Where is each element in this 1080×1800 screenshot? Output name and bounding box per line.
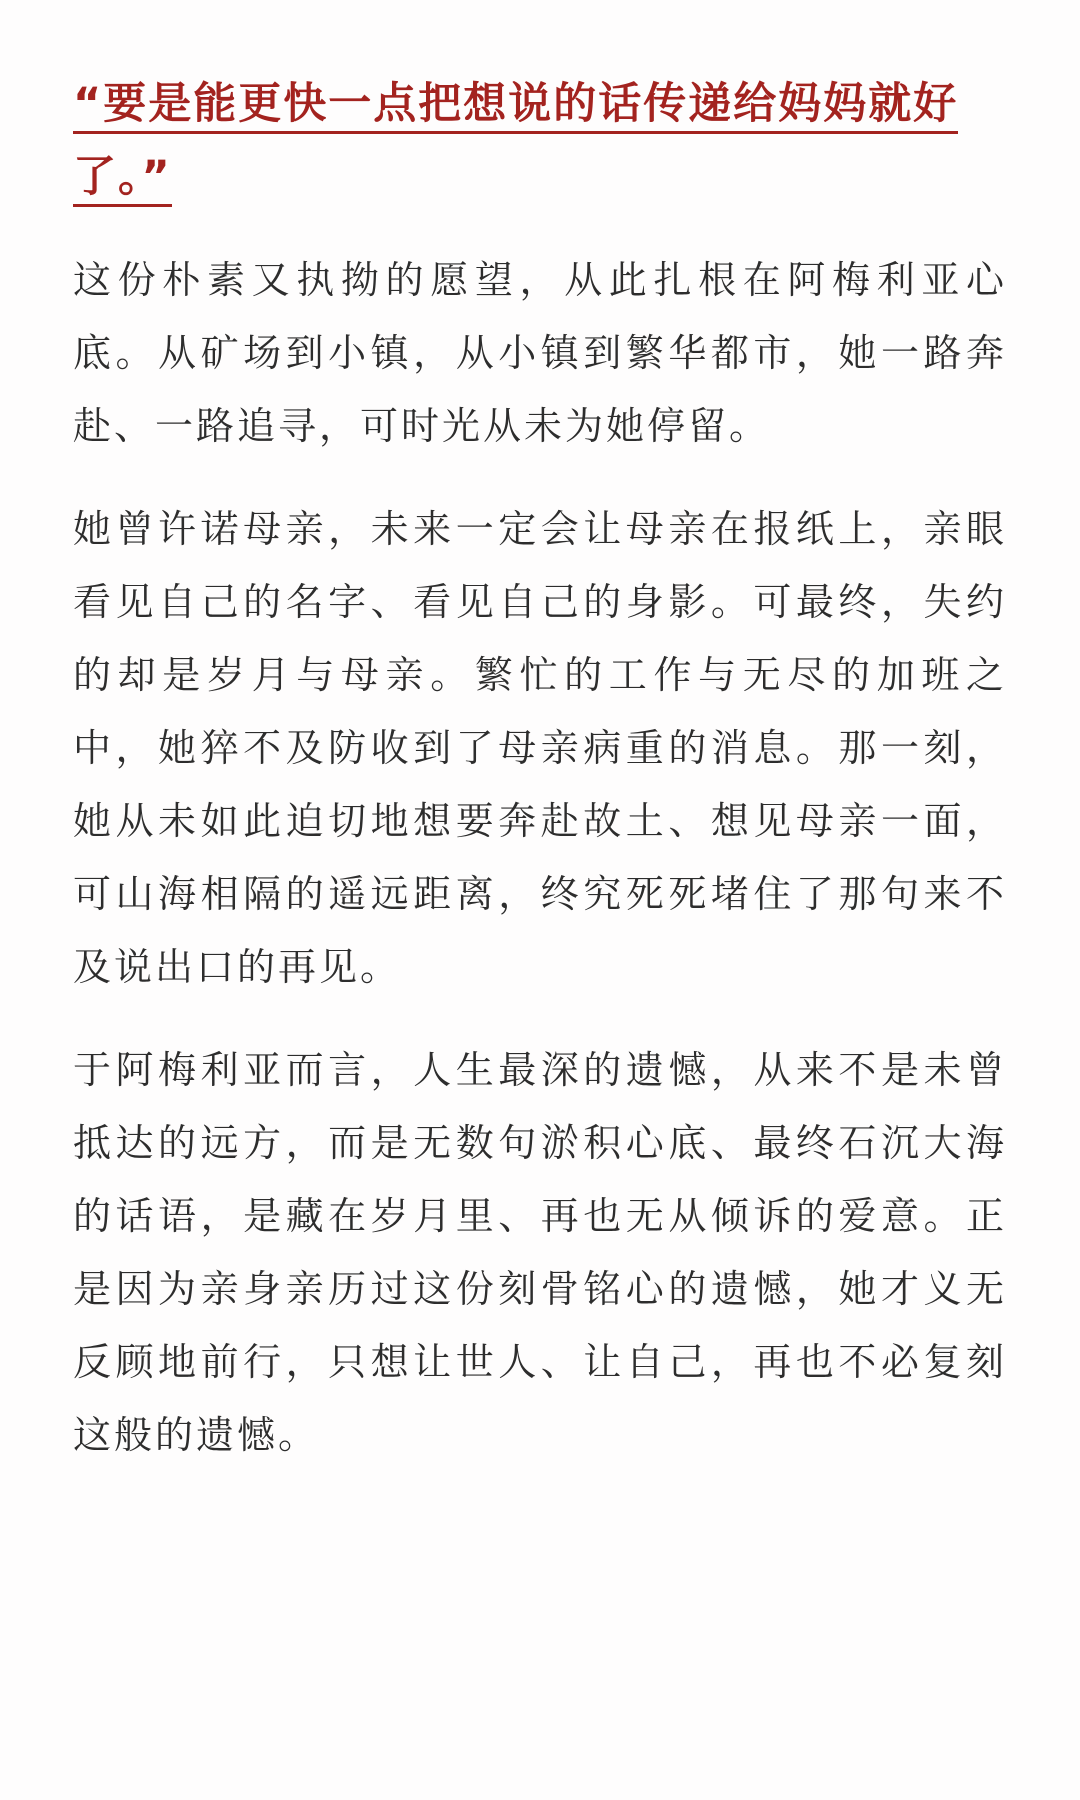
paragraph-2: 她曾许诺母亲，未来一定会让母亲在报纸上，亲眼看见自己的名字、看见自己的身影。可最终，失约的却是岁月与母亲。繁忙的工作与无尽的加班之中，她猝不及防收到了母亲病重的消息。那一刻，她从未如此迫切地想要奔赴故土、想见母亲一面，可山海相隔的遥远距离，终究死死堵住了那句来不及说出口的再见。 [73, 507, 1007, 989]
paragraph-1: 这份朴素又执拗的愿望，从此扎根在阿梅利亚心底。从矿场到小镇，从小镇到繁华都市，她一路奔赴、一路追寻，可时光从未为她停留。 [73, 258, 1007, 448]
pull-quote-text: “要是能更快一点把想说的话传递给妈妈就好了。” [73, 79, 958, 207]
pull-quote [73, 68, 1007, 214]
paragraph-3: 于阿梅利亚而言，人生最深的遗憾，从来不是未曾抵达的远方，而是无数句淤积心底、最终石沉大海的话语，是藏在岁月里、再也无从倾诉的爱意。正是因为亲身亲历过这份刻骨铭心的遗憾，她才义无反顾地前行，只想让世人、让自己，再也不必复刻这般的遗憾。 [73, 1048, 1007, 1457]
